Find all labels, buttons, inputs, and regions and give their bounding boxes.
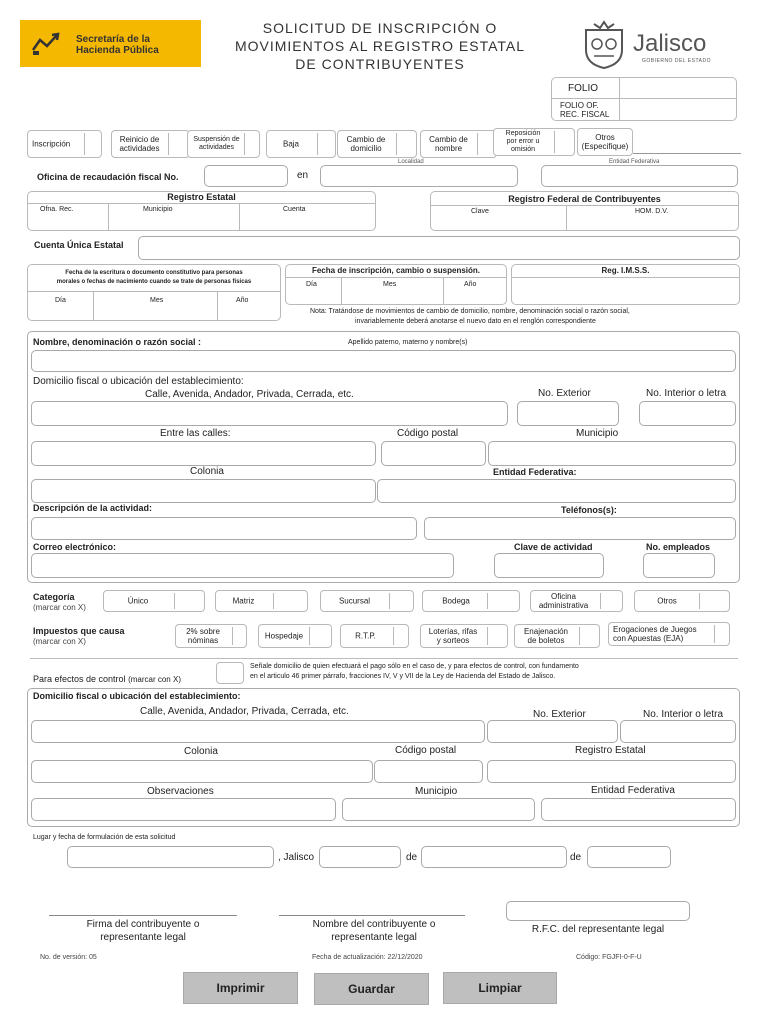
imprimir-button[interactable]: Imprimir (183, 972, 298, 1004)
control-text-1: Señale domicilio de quien efectuará el pago sólo en el caso de, y para efectos de control, con fundamento (250, 663, 579, 670)
logo-text-1: Secretaría de la (76, 34, 150, 45)
firma-label-2: representante legal (100, 932, 186, 943)
correo-input[interactable] (31, 553, 454, 578)
jalisco-wordmark: Jalisco (633, 30, 707, 57)
lugar-input[interactable] (67, 846, 274, 868)
fecha-escritura-text-1: Fecha de la escritura o documento constitutivo para personas (65, 270, 243, 276)
localidad-input[interactable] (320, 165, 518, 187)
entre-calles-label: Entre las calles: (160, 428, 231, 439)
nota-text-2: invariablemente deberá anotarse el nuevo dato en el renglón correspondiente (355, 318, 596, 325)
cuenta-unica-label: Cuenta Única Estatal (34, 240, 124, 250)
rfc-clave-label: Clave (471, 208, 489, 215)
fecha-actualizacion-text: Fecha de actualización: 22/12/2020 (312, 954, 423, 961)
jalisco-label: , Jalisco (278, 852, 315, 863)
control-label: Para efectos de control (marcar con X) (33, 674, 181, 684)
municipio-label: Municipio (143, 206, 173, 213)
folio-field[interactable] (622, 80, 734, 96)
firma-line (49, 915, 237, 916)
version-text: No. de versión: 05 (40, 954, 97, 961)
tramite-baja[interactable]: Baja (266, 130, 336, 158)
calle-input[interactable] (31, 401, 508, 426)
fecha-escritura-text-2: morales o fechas de nacimiento cuando se trate de personas físicas (56, 279, 252, 285)
entidad-input[interactable] (377, 479, 736, 503)
folio-of-label-2: REC. FISCAL (560, 110, 610, 119)
tramite-cambio-domicilio[interactable]: Cambio de domicilio (337, 130, 417, 158)
categoria-bodega[interactable]: Bodega (422, 590, 520, 612)
oficina-label: Oficina de recaudación fiscal No. (37, 172, 179, 182)
categoria-matriz[interactable]: Matriz (215, 590, 308, 612)
no-interior-control-input[interactable] (620, 720, 736, 743)
form-title-3: DE CONTRIBUYENTES (295, 56, 465, 72)
fecha-escritura-box (27, 264, 281, 321)
colonia-label: Colonia (184, 746, 218, 757)
imss-label: Reg. I.M.S.S. (601, 266, 650, 275)
no-exterior-control-input[interactable] (487, 720, 618, 743)
calle-label: Calle, Avenida, Andador, Privada, Cerrada, etc. (140, 706, 349, 717)
municipio-input[interactable] (488, 441, 736, 466)
no-exterior-label: No. Exterior (538, 388, 591, 399)
fecha-inscripcion-title: Fecha de inscripción, cambio o suspensión. (311, 266, 481, 275)
cp-input[interactable] (381, 441, 486, 466)
no-interior-input[interactable] (639, 401, 736, 426)
municipio-label: Municipio (415, 786, 458, 797)
rfc-homdv-label: HOM. D.V. (635, 208, 669, 215)
rfc-representante-input[interactable] (506, 901, 690, 921)
entidad-label: Entidad Federativa (609, 159, 660, 165)
colonia-control-input[interactable] (31, 760, 373, 783)
domicilio-control-label: Domicilio fiscal o ubicación del establecimiento: (33, 691, 241, 701)
tramite-inscripcion[interactable]: Inscripción (27, 130, 102, 158)
de-label-2: de (570, 852, 582, 863)
no-interior-label: No. Interior o letra (646, 388, 727, 399)
tramite-reposicion[interactable]: Reposición por error u omisión (493, 128, 575, 156)
no-empleados-input[interactable] (643, 553, 715, 578)
mes-input[interactable] (421, 846, 567, 868)
entidad-control-input[interactable] (541, 798, 736, 821)
folio-of-label-1: FOLIO OF. (560, 101, 599, 110)
registro-estatal-box (27, 191, 376, 231)
codigo-text: Código: FGJFI-0-F-U (576, 954, 642, 961)
no-interior-label: No. Interior o letra (643, 709, 724, 720)
colonia-label: Colonia (190, 466, 224, 477)
rfc-title: Registro Federal de Contribuyentes (508, 194, 661, 204)
growth-chart-icon (30, 30, 68, 56)
anio-input[interactable] (587, 846, 671, 868)
anio-label: Año (236, 297, 249, 304)
form-title-1: SOLICITUD DE INSCRIPCIÓN O (262, 20, 498, 36)
rfc-representante-label: R.F.C. del representante legal (531, 924, 665, 935)
mes-label: Mes (150, 297, 164, 304)
actividad-label: Descripción de la actividad: (33, 503, 153, 513)
calle-label: Calle, Avenida, Andador, Privada, Cerrada, etc. (145, 389, 354, 400)
tramite-cambio-nombre[interactable]: Cambio de nombre (420, 130, 497, 158)
registro-estatal-title: Registro Estatal (167, 192, 236, 202)
dia-input[interactable] (319, 846, 401, 868)
localidad-label: Localidad (398, 159, 424, 165)
categoria-label: Categoría (33, 592, 75, 602)
categoria-unico[interactable]: Único (103, 590, 205, 612)
cp-label: Código postal (395, 745, 457, 756)
clave-actividad-label: Clave de actividad (514, 542, 593, 552)
categoria-oficina[interactable]: Oficina administrativa (530, 590, 623, 612)
nombre-label: Nombre, denominación o razón social : (33, 337, 202, 347)
nombre-input[interactable] (31, 350, 736, 372)
telefonos-input[interactable] (424, 517, 736, 540)
folio-of-field[interactable] (622, 100, 734, 118)
entidad-input[interactable] (541, 165, 738, 187)
municipio-control-input[interactable] (342, 798, 535, 821)
registro-estatal-control-input[interactable] (487, 760, 736, 783)
no-exterior-input[interactable] (517, 401, 619, 426)
fecha-inscripcion-box (285, 264, 507, 305)
rfc-box (430, 191, 739, 231)
cp-control-input[interactable] (374, 760, 483, 783)
oficina-numero-input[interactable] (204, 165, 288, 187)
jalisco-coat-of-arms-icon (580, 20, 628, 70)
municipio-label: Municipio (576, 428, 619, 439)
tramite-reinicio[interactable]: Reinicio de actividades (111, 130, 190, 158)
nombre-line (279, 915, 465, 916)
observaciones-input[interactable] (31, 798, 336, 821)
guardar-button[interactable]: Guardar (314, 973, 429, 1005)
impuesto-hospedaje[interactable]: Hospedaje (258, 624, 332, 648)
imss-box (511, 264, 740, 305)
categoria-sucursal[interactable]: Sucursal (320, 590, 414, 612)
clave-actividad-input[interactable] (494, 553, 604, 578)
impuesto-rtp[interactable]: R.T.P. (340, 624, 409, 648)
limpiar-button[interactable]: Limpiar (443, 972, 557, 1004)
entidad-label: Entidad Federativa: (493, 467, 577, 477)
mes-label: Mes (383, 281, 397, 288)
shp-logo (20, 20, 201, 67)
actividad-input[interactable] (31, 517, 417, 540)
de-label-1: de (406, 852, 418, 863)
registro-estatal-label: Registro Estatal (575, 745, 646, 756)
lugar-fecha-label: Lugar y fecha de formulación de esta solicitud (33, 834, 176, 841)
control-text-2: en el articulo 46 primer párrafo, fracciones IV, V y VII de la Ley de Hacienda del Estado de Jalisco. (250, 673, 556, 680)
gobierno-text: GOBIERNO DEL ESTADO (642, 58, 711, 64)
categoria-otros[interactable]: Otros (634, 590, 730, 612)
colonia-input[interactable] (31, 479, 376, 503)
anio-label: Año (464, 281, 477, 288)
en-label: en (297, 170, 309, 181)
entre-calles-input[interactable] (31, 441, 376, 466)
impuestos-hint: (marcar con X) (33, 637, 86, 646)
cp-label: Código postal (397, 428, 459, 439)
correo-label: Correo electrónico: (33, 542, 117, 552)
tramite-otros[interactable]: Otros (Especifique) (577, 128, 633, 156)
telefonos-label: Teléfonos(s): (561, 505, 617, 515)
nombre-firma-label-1: Nombre del contribuyente o (312, 919, 436, 930)
impuestos-label: Impuestos que causa (33, 626, 125, 636)
domicilio-label: Domicilio fiscal o ubicación del establecimiento: (33, 376, 244, 387)
entidad-label: Entidad Federativa (591, 785, 675, 796)
nombre-firma-label-2: representante legal (331, 932, 417, 943)
no-empleados-label: No. empleados (646, 542, 711, 552)
cuenta-unica-input[interactable] (138, 236, 740, 260)
logo-text-2: Hacienda Pública (76, 45, 159, 56)
calle-control-input[interactable] (31, 720, 485, 743)
impuesto-enajenacion[interactable]: Enajenación de boletos (514, 624, 600, 648)
nombre-hint: Apellido paterno, materno y nombre(s) (348, 339, 468, 346)
nota-text-1: Nota: Tratándose de movimientos de cambio de domicilio, nombre, denominación social o razón social, (310, 308, 630, 315)
dia-label: Día (55, 297, 66, 304)
tramite-suspension[interactable]: Suspensión de actividades (187, 130, 260, 158)
categoria-hint: (marcar con X) (33, 603, 86, 612)
cuenta-label: Cuenta (283, 206, 306, 213)
ofna-rec-label: Ofna. Rec. (40, 206, 74, 213)
form-title-2: MOVIMIENTOS AL REGISTRO ESTATAL (234, 38, 526, 54)
folio-label: FOLIO (568, 83, 599, 94)
no-exterior-label: No. Exterior (533, 709, 586, 720)
dia-label: Día (306, 281, 317, 288)
impuesto-nominas[interactable]: 2% sobre nóminas (175, 624, 247, 648)
observaciones-label: Observaciones (147, 786, 214, 797)
firma-label-1: Firma del contribuyente o (86, 919, 200, 930)
folio-box (551, 77, 737, 121)
impuesto-loterias[interactable]: Loterías, rifas y sorteos (420, 624, 508, 648)
impuesto-eja[interactable]: Erogaciones de Juegos con Apuestas (EJA) (608, 622, 730, 646)
control-checkbox[interactable] (216, 662, 244, 684)
